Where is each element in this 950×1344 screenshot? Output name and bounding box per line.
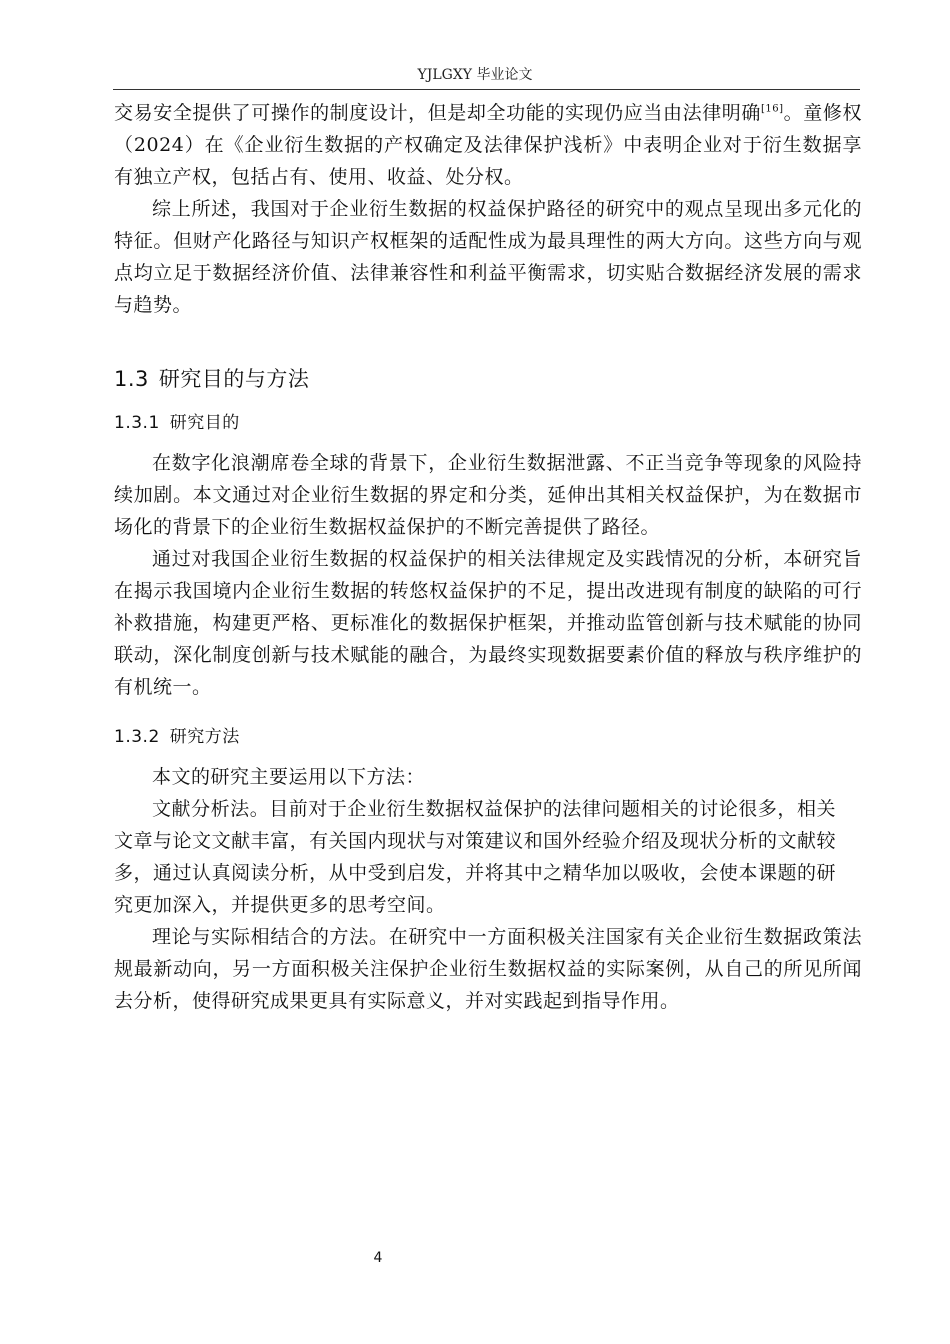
subsection-number: 1.3.2: [114, 727, 160, 747]
subsection-title: 研究目的: [169, 413, 240, 433]
section-number: 1.3: [114, 367, 149, 391]
paragraph: 理论与实际相结合的方法。在研究中一方面积极关注国家有关企业衍生数据政策法规最新动向，另一方面积极关注保护企业衍生数据权益的实际案例，从自己的所见所闻去分析，使得研究成果更具有实际意义，并对实践起到指导作用。: [114, 926, 862, 1012]
paragraph: 通过对我国企业衍生数据的权益保护的相关法律规定及实践情况的分析，本研究旨在揭示我国境内企业衍生数据的转悠权益保护的不足，提出改进现有制度的缺陷的可行补救措施，构建更严格、更标准化的数据保护框架，并推动监管创新与技术赋能的协同联动，深化制度创新与技术赋能的融合，为最终实现数据要素价值的释放与秩序维护的有机统一。: [114, 548, 862, 698]
subsection-title: 研究方法: [169, 727, 240, 747]
document-body: [114, 97, 862, 1017]
paragraph-text: 交易安全提供了可操作的制度设计，但是却全功能的实现仍应当由法律明确: [114, 102, 762, 124]
running-header: YJLGXY 毕业论文: [417, 67, 533, 83]
paragraph-continued: [114, 97, 862, 193]
header-rule: [113, 89, 860, 90]
paragraph-summary: 综上所述，我国对于企业衍生数据的权益保护路径的研究中的观点呈现出多元化的特征。但财产化路径与知识产权框架的适配性成为最具理性的两大方向。这些方向与观点均立足于数据经济价值、法律兼容性和利益平衡需求，切实贴合数据经济发展的需求与趋势。: [114, 198, 862, 316]
subsection-number: 1.3.1: [114, 413, 160, 433]
section-heading-1-3: [114, 365, 862, 393]
paragraph: 在数字化浪潮席卷全球的背景下，企业衍生数据泄露、不正当竞争等现象的风险持续加剧。本文通过对企业衍生数据的界定和分类，延伸出其相关权益保护，为在数据市场化的背景下的企业衍生数据权益保护的不断完善提供了路径。: [114, 452, 862, 538]
subsection-heading-1-3-2: [114, 725, 862, 749]
citation-ref[interactable]: [16]: [761, 103, 784, 115]
page-number: 4: [373, 1250, 383, 1266]
paragraph: 本文的研究主要运用以下方法：: [152, 766, 426, 788]
paragraph-text: 。童修权（2024）在《企业衍生数据的产权确定及法律保护浅析》中表明企业对于衍生数据享有独立产权，包括占有、使用、收益、处分权。: [114, 102, 862, 188]
subsection-heading-1-3-1: [114, 411, 862, 435]
section-title: 研究目的与方法: [158, 367, 310, 391]
paragraph: 文献分析法。目前对于企业衍生数据权益保护的法律问题相关的讨论很多，相关文章与论文文献丰富，有关国内现状与对策建议和国外经验介绍及现状分析的文献较多，通过认真阅读分析，从中受到启发，并将其中之精华加以吸收，会使本课题的研究更加深入，并提供更多的思考空间。: [114, 798, 836, 916]
